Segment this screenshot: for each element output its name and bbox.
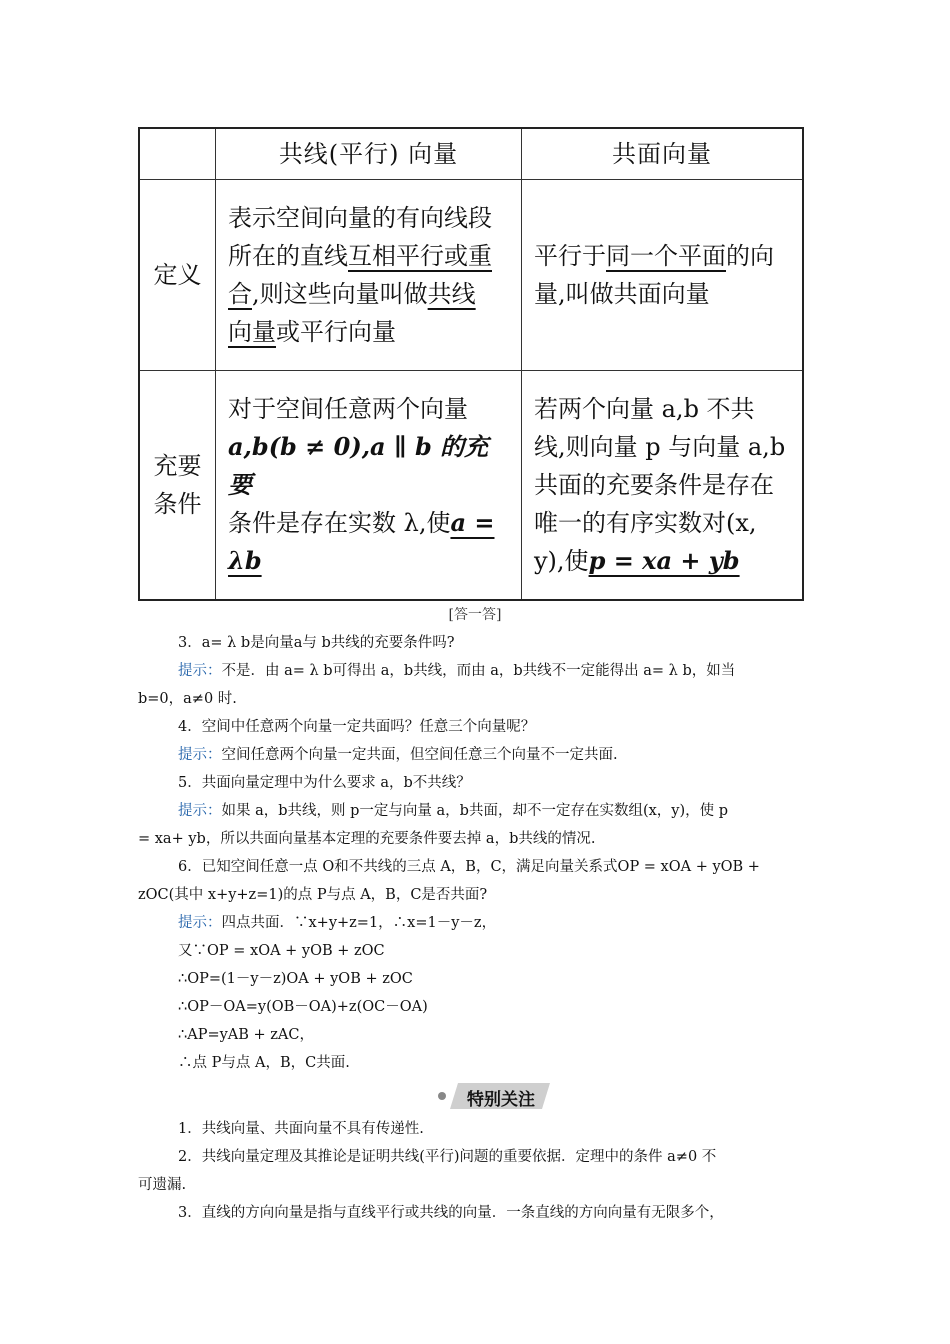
qa-section [138,629,818,1077]
cond-coplanar-line: 共面的充要条件是存在 [534,471,774,499]
row-label-condition: 充要 条件 [140,371,216,599]
definition-collinear [216,180,522,371]
proof-step: ∴AP=yAB + zAC， [178,1027,314,1043]
def-collinear-line: 表示空间向量的有向线段 [228,204,492,232]
cond-collinear-line: 对于空间任意两个向量 [228,395,468,423]
question-6-cont: zOC(其中 x+y+z=1)的点 P与点 A，B，C是否共面? [138,887,488,903]
hint-4: 提示：空间任意两个向量一定共面，但空间任意三个向量不一定共面. [178,747,618,763]
question-6: 6．已知空间任意一点 O和不共线的三点 A，B，C，满足向量关系式OP = xOA + yOB + [178,859,760,875]
vector-table [138,127,804,601]
bullet-dot-icon [438,1092,446,1100]
qa-caption: [答一答] [448,607,502,623]
proof-step: ∴OP－OA=y(OB－OA)+z(OC－OA) [178,999,428,1015]
condition-collinear [216,371,522,599]
cond-collinear-line: a,b(b ≠ 0),a ∥ b 的充要 [228,432,489,499]
cond-collinear-line: λb [228,546,262,575]
note-2: 2．共线向量定理及其推论是证明共线(平行)问题的重要依据．定理中的条件 a≠0 不 [178,1149,717,1165]
def-coplanar-line: 平行于同一个平面的向 [534,242,774,270]
proof-step: 又∵OP = xOA + yOB + zOC [178,943,385,959]
hint-3-cont: b=0，a≠0 时. [138,691,237,707]
hint-3: 提示：不是．由 a= λ b可得出 a，b共线，而由 a，b共线不一定能得出 a= λ b，如当 [178,663,736,679]
banner-label: 特别关注 [467,1090,535,1110]
def-collinear-line: 合,则这些向量叫做共线 [228,280,476,308]
proof-step: ∴OP=(1－y－z)OA + yOB + zOC [178,971,413,987]
question-5: 5．共面向量定理中为什么要求 a，b不共线？ [178,775,471,791]
cond-coplanar-line: y),使p = xa + yb [534,546,740,575]
table-corner-cell [140,129,216,180]
cond-collinear-line: 条件是存在实数 λ,使a = [228,508,495,537]
cond-coplanar-line: 线,则向量 p 与向量 a,b [534,433,786,461]
def-coplanar-line: 量,叫做共面向量 [534,280,710,308]
note-3: 3．直线的方向向量是指与直线平行或共线的向量．一条直线的方向向量有无限多个， [178,1205,724,1221]
proof-conclusion: ∴点 P与点 A，B，C共面. [178,1055,350,1071]
header-collinear: 共线(平行) 向量 [216,129,522,180]
def-collinear-line: 所在的直线互相平行或重 [228,242,492,270]
condition-coplanar [522,371,802,599]
cond-coplanar-line: 唯一的有序实数对(x, [534,509,757,537]
note-2-cont: 可遗漏. [138,1177,187,1193]
hint-5-cont: = xa+ yb，所以共面向量基本定理的充要条件要去掉 a，b共线的情况. [138,831,596,847]
row-label-definition: 定义 [140,180,216,371]
special-attention-banner [446,1083,556,1109]
question-3: 3．a= λ b是向量a与 b共线的充要条件吗? [178,635,455,651]
hint-6: 提示：四点共面．∵x+y+z=1，∴x=1－y－z， [178,915,497,931]
note-1: 1．共线向量、共面向量不具有传递性. [178,1121,424,1137]
hint-5: 提示：如果 a，b共线，则 p一定与向量 a，b共面，却不一定存在实数组(x，y)，使 p [178,803,729,819]
notes-section [138,1115,818,1227]
cond-coplanar-line: 若两个向量 a,b 不共 [534,395,755,423]
definition-coplanar [522,180,802,371]
header-coplanar: 共面向量 [522,129,802,180]
question-4: 4．空间中任意两个向量一定共面吗？任意三个向量呢？ [178,719,536,735]
def-collinear-line: 向量或平行向量 [228,318,396,346]
